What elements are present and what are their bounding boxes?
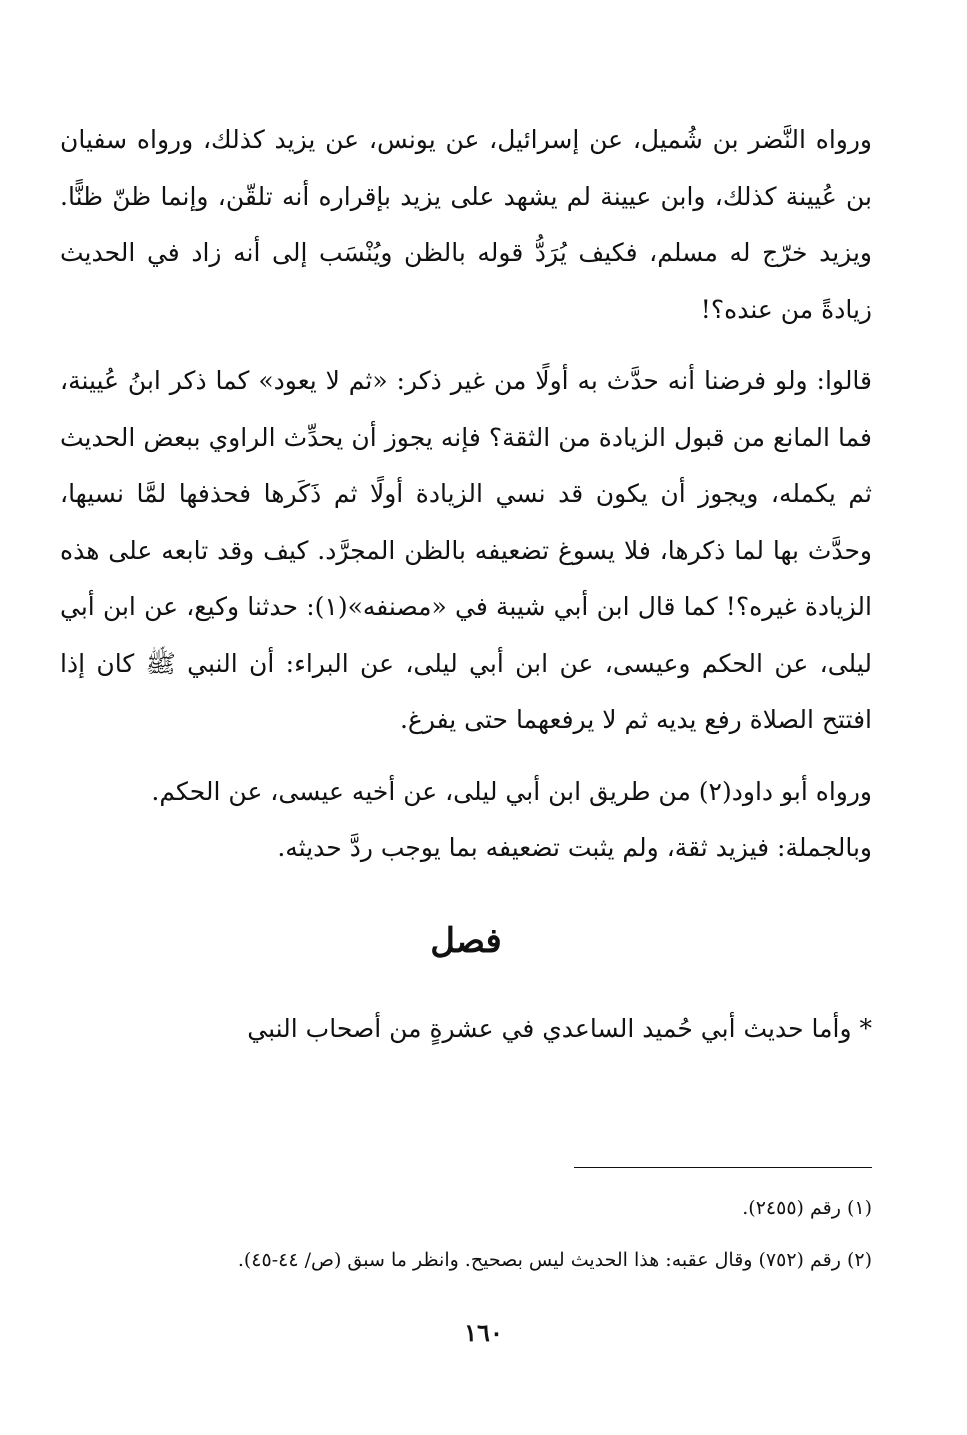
paragraph-1: ورواه النَّضر بن شُميل، عن إسرائيل، عن يونس، عن يزيد كذلك، ورواه سفيان بن عُيينة كذلك، وابن عيينة لم يشهد على يزيد بإقراره أنه تلقّن، وإنما ظنّ ظنًّا. ويزيد خرّج له مسلم، فكيف يُرَدُّ قوله بالظن ويُنْسَب إلى أنه زاد في الحديث زيادةً من عنده؟!	[60, 125, 872, 324]
footnote-2: (٢) رقم (٧٥٢) وقال عقبه: هذا الحديث ليس بصحيح. وانظر ما سبق (ص/ ٤٤-٤٥).	[237, 1249, 872, 1271]
footnote-divider	[574, 1167, 872, 1168]
main-text	[60, 112, 872, 1057]
paragraph-2: قالوا: ولو فرضنا أنه حدَّث به أولًا من غير ذكر: «ثم لا يعود» كما ذكر ابنُ عُيينة، فما المانع من قبول الزيادة من الثقة؟ فإنه يجوز أن يحدِّث الراوي ببعض الحديث ثم يكمله، ويجوز أن يكون قد نسي الزيادة أولًا ثم ذَكَرها فحذفها لمَّا نسيها، وحدَّث بها لما ذكرها، فلا يسوغ تضعيفه بالظن المجرَّد. كيف وقد تابعه على هذه الزيادة غيره؟! كما قال ابن أبي شيبة في «مصنفه»(١): حدثنا وكيع، عن ابن أبي ليلى، عن الحكم وعيسى، عن ابن أبي ليلى، عن البراء: أن النبي ﷺ كان إذا افتتح الصلاة رفع يديه ثم لا يرفعهما حتى يفرغ.	[60, 366, 872, 734]
footnote-1: (١) رقم (٢٤٥٥).	[742, 1197, 872, 1219]
closing-paragraph: * وأما حديث أبي حُميد الساعدي في عشرةٍ من أصحاب النبي	[247, 1013, 872, 1043]
section-heading: فصل	[430, 920, 502, 961]
paragraph-3: ورواه أبو داود(٢) من طريق ابن أبي ليلى، عن أخيه عيسى، عن الحكم.	[151, 776, 872, 806]
page-number: ١٦٠	[464, 1318, 503, 1347]
footnotes	[60, 1182, 872, 1286]
paragraph-4: وبالجملة: فيزيد ثقة، ولم يثبت تضعيفه بما يوجب ردَّ حديثه.	[277, 833, 872, 862]
